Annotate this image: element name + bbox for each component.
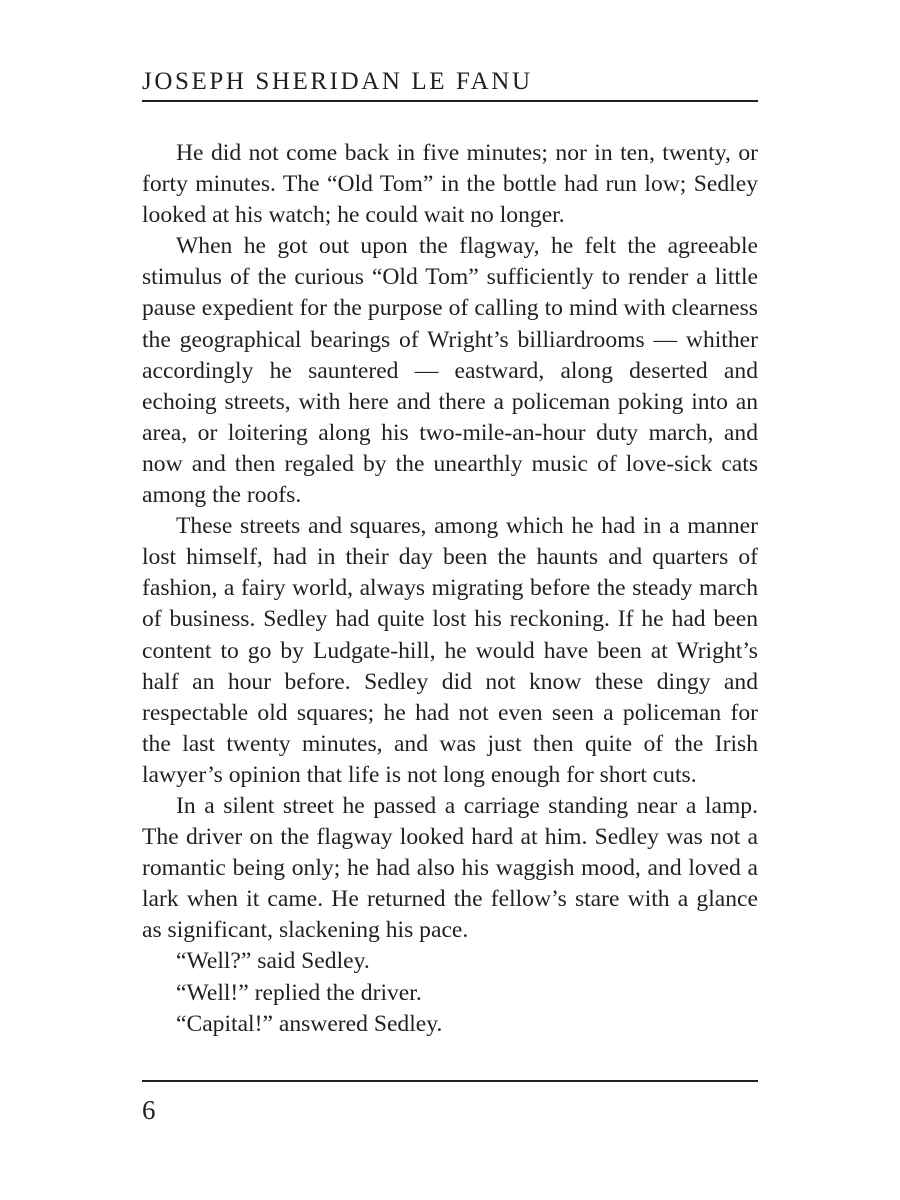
paragraph: In a silent street he passed a carriage standing near a lamp. The driver on the flagway looked hard at him. Sedley was not a romantic being only; he had also his waggish mood, and loved a lark when it came. He returned the fellow’s stare with a glance as significant, slackening his pace. — [142, 792, 758, 944]
header-rule — [142, 100, 758, 102]
body-text — [142, 138, 758, 1040]
paragraph: When he got out upon the flagway, he felt the agreeable stimulus of the curious “Old Tom” sufficiently to render a little pause expedient for the purpose of calling to mind with clearness the geographical bearings of Wright’s billiardrooms — whither accordingly he sauntered — eastward, along deserted and echoing streets, with here and there a policeman poking into an area, or loitering along his two-mile-an-hour duty march, and now and then regaled by the unearthly music of love-sick cats among the roofs. — [142, 233, 758, 509]
dialogue-line: “Well!” replied the driver. — [176, 979, 422, 1006]
running-head: JOSEPH SHERIDAN LE FANU — [142, 68, 533, 95]
paragraph: He did not come back in five minutes; nor in ten, twenty, or forty minutes. The “Old Tom” in the bottle had run low; Sedley looked at his watch; he could wait no longer. — [142, 140, 758, 229]
paragraph: These streets and squares, among which he had in a manner lost himself, had in their day been the haunts and quarters of fashion, a fairy world, always migrating before the steady march of business. Sedley had quite lost his reckoning. If he had been content to go by Ludgate-hill, he would have been at Wright’s half an hour before. Sedley did not know these dingy and respectable old squares; he had not even seen a policeman for the last twenty minutes, and was just then quite of the Irish lawyer’s opinion that life is not long enough for short cuts. — [142, 513, 758, 788]
dialogue-line: “Well?” said Sedley. — [176, 948, 370, 975]
page-number: 6 — [142, 1095, 156, 1125]
footer-rule — [142, 1080, 758, 1082]
dialogue-line: “Capital!” answered Sedley. — [176, 1010, 443, 1037]
